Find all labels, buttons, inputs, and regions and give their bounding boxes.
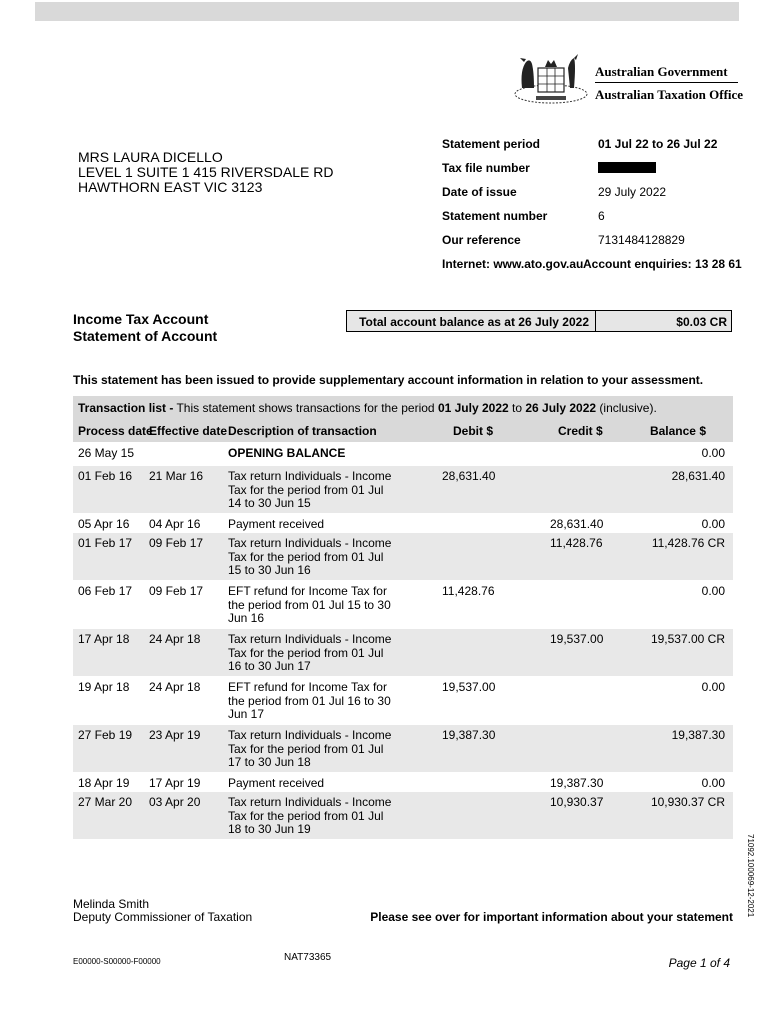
- account-title-line2: Statement of Account: [73, 328, 218, 344]
- statement-number-value: 6: [598, 209, 605, 223]
- date-issue-value: 29 July 2022: [598, 185, 667, 199]
- description-cell: Tax return Individuals - Income Tax for the period from 01 Jul 18 to 30 Jun 19: [228, 795, 392, 836]
- page-number: Page 1 of 4: [668, 956, 730, 970]
- table-row: [73, 791, 733, 839]
- effective-date-cell: 23 Apr 19: [149, 728, 201, 742]
- account-enquiries: Account enquiries: 13 28 61: [583, 257, 742, 271]
- statement-intro: This statement has been issued to provide supplementary account information in relation to your assessment.: [73, 373, 704, 387]
- debit-cell: 19,537.00: [442, 680, 496, 694]
- transaction-table: [73, 396, 733, 839]
- balance-cell: 0.00: [701, 680, 725, 694]
- description-cell: Tax return Individuals - Income Tax for the period from 01 Jul 16 to 30 Jun 17: [228, 632, 392, 673]
- table-row: [73, 580, 733, 628]
- gov-divider: [595, 82, 738, 83]
- side-code: 71092.100069-12-2021: [746, 834, 755, 918]
- process-date-cell: 26 May 15: [78, 446, 135, 460]
- balance-cell: 28,631.40: [671, 469, 725, 483]
- process-date-cell: 19 Apr 18: [78, 680, 130, 694]
- signatory-name: Melinda Smith: [73, 897, 150, 911]
- effective-date-cell: 09 Feb 17: [149, 536, 204, 550]
- table-row: [73, 724, 733, 772]
- date-issue-label: Date of issue: [442, 185, 517, 199]
- balance-cell: 10,930.37 CR: [650, 795, 725, 809]
- table-row: [73, 513, 733, 532]
- header-to: to: [508, 401, 526, 415]
- table-row: [73, 628, 733, 676]
- header-bold: Transaction list -: [78, 401, 174, 415]
- effective-date-cell: 17 Apr 19: [149, 776, 201, 790]
- balance-cell: 19,537.00 CR: [650, 632, 725, 646]
- process-date-cell: 27 Feb 19: [78, 728, 133, 742]
- debit-cell: 11,428.76: [442, 584, 495, 598]
- effective-date-cell: 03 Apr 20: [149, 795, 201, 809]
- effective-date-cell: 24 Apr 18: [149, 680, 201, 694]
- see-over-note: Please see over for important information about your statement: [370, 910, 733, 924]
- coat-of-arms-icon: [512, 50, 590, 106]
- process-date-cell: 06 Feb 17: [78, 584, 133, 598]
- table-row: [73, 465, 733, 513]
- internet-link[interactable]: Internet: www.ato.gov.au: [442, 257, 584, 271]
- description-cell: Payment received: [228, 776, 325, 790]
- effective-date-cell: 21 Mar 16: [149, 469, 204, 483]
- transaction-rows: [73, 442, 733, 839]
- signatory-title: Deputy Commissioner of Taxation: [73, 910, 253, 924]
- balance-cell: 0.00: [701, 584, 725, 598]
- total-balance-label: Total account balance as at 26 July 2022: [359, 315, 589, 329]
- effective-date-cell: 04 Apr 16: [149, 517, 201, 531]
- balance-cell: 11,428.76 CR: [651, 536, 725, 550]
- table-row: [73, 676, 733, 724]
- account-title: [73, 311, 217, 345]
- process-date-cell: 18 Apr 19: [78, 776, 130, 790]
- total-balance-box: [346, 310, 732, 332]
- address-line: HAWTHORN EAST VIC 3123: [78, 179, 263, 195]
- document-code: E00000-S00000-F00000: [73, 957, 161, 966]
- table-row: [73, 772, 733, 791]
- balance-cell: 0.00: [701, 776, 725, 790]
- process-date-cell: 01 Feb 16: [78, 469, 133, 483]
- description-cell: Tax return Individuals - Income Tax for the period from 01 Jul 17 to 30 Jun 18: [228, 728, 392, 769]
- credit-cell: 11,428.76: [550, 536, 603, 550]
- header-text1: This statement shows transactions for the period: [173, 401, 438, 415]
- process-date-cell: 01 Feb 17: [78, 536, 133, 550]
- transaction-list-header: [73, 396, 733, 420]
- credit-cell: 28,631.40: [550, 517, 604, 531]
- tfn-label: Tax file number: [442, 161, 530, 175]
- col-effective-date: Effective date: [149, 424, 228, 438]
- debit-cell: 19,387.30: [442, 728, 496, 742]
- description-cell: Tax return Individuals - Income Tax for the period from 01 Jul 14 to 30 Jun 15: [228, 469, 392, 510]
- reference-label: Our reference: [442, 233, 521, 247]
- column-headers: [73, 420, 733, 442]
- col-balance: Balance $: [649, 424, 706, 438]
- address-line: MRS LAURA DICELLO: [78, 149, 223, 165]
- balance-cell: 0.00: [701, 517, 725, 531]
- header-from: 01 July 2022: [437, 401, 509, 415]
- table-row: [73, 442, 733, 465]
- top-grey-bar: [35, 2, 739, 21]
- balance-cell: 19,387.30: [671, 728, 725, 742]
- credit-cell: 10,930.37: [550, 795, 604, 809]
- credit-cell: 19,537.00: [550, 632, 604, 646]
- total-balance-value: $0.03 CR: [676, 315, 727, 329]
- col-credit: Credit $: [558, 424, 603, 438]
- gov-name-line1: Australian Government: [595, 64, 728, 79]
- statement-period-value: 01 Jul 22 to 26 Jul 22: [598, 137, 718, 151]
- effective-date-cell: 09 Feb 17: [149, 584, 204, 598]
- description-cell: OPENING BALANCE: [228, 446, 346, 460]
- reference-value: 7131484128829: [598, 233, 685, 247]
- col-debit: Debit $: [453, 424, 494, 438]
- process-date-cell: 17 Apr 18: [78, 632, 130, 646]
- description-cell: Payment received: [228, 517, 325, 531]
- balance-cell: 0.00: [701, 446, 725, 460]
- balance-divider: [595, 311, 596, 331]
- description-cell: Tax return Individuals - Income Tax for the period from 01 Jul 15 to 30 Jun 16: [228, 536, 392, 577]
- header-text2: (inclusive).: [596, 401, 657, 415]
- gov-name-line2: Australian Taxation Office: [595, 87, 744, 102]
- tfn-redacted: [598, 162, 656, 173]
- recipient-address: [78, 150, 333, 195]
- process-date-cell: 05 Apr 16: [78, 517, 130, 531]
- address-line: LEVEL 1 SUITE 1 415 RIVERSDALE RD: [78, 164, 334, 180]
- table-row: [73, 532, 733, 580]
- description-cell: EFT refund for Income Tax for the period from 01 Jul 16 to 30 Jun 17: [228, 680, 391, 721]
- effective-date-cell: 24 Apr 18: [149, 632, 201, 646]
- col-process-date: Process date: [78, 424, 153, 438]
- header-to-date: 26 July 2022: [525, 401, 597, 415]
- debit-cell: 28,631.40: [442, 469, 496, 483]
- form-code: NAT73365: [284, 952, 332, 963]
- account-title-line1: Income Tax Account: [73, 311, 209, 327]
- description-cell: EFT refund for Income Tax for the period from 01 Jul 15 to 30 Jun 16: [228, 584, 391, 625]
- col-description: Description of transaction: [228, 424, 377, 438]
- process-date-cell: 27 Mar 20: [78, 795, 133, 809]
- statement-number-label: Statement number: [442, 209, 548, 223]
- statement-period-label: Statement period: [442, 137, 541, 151]
- credit-cell: 19,387.30: [550, 776, 604, 790]
